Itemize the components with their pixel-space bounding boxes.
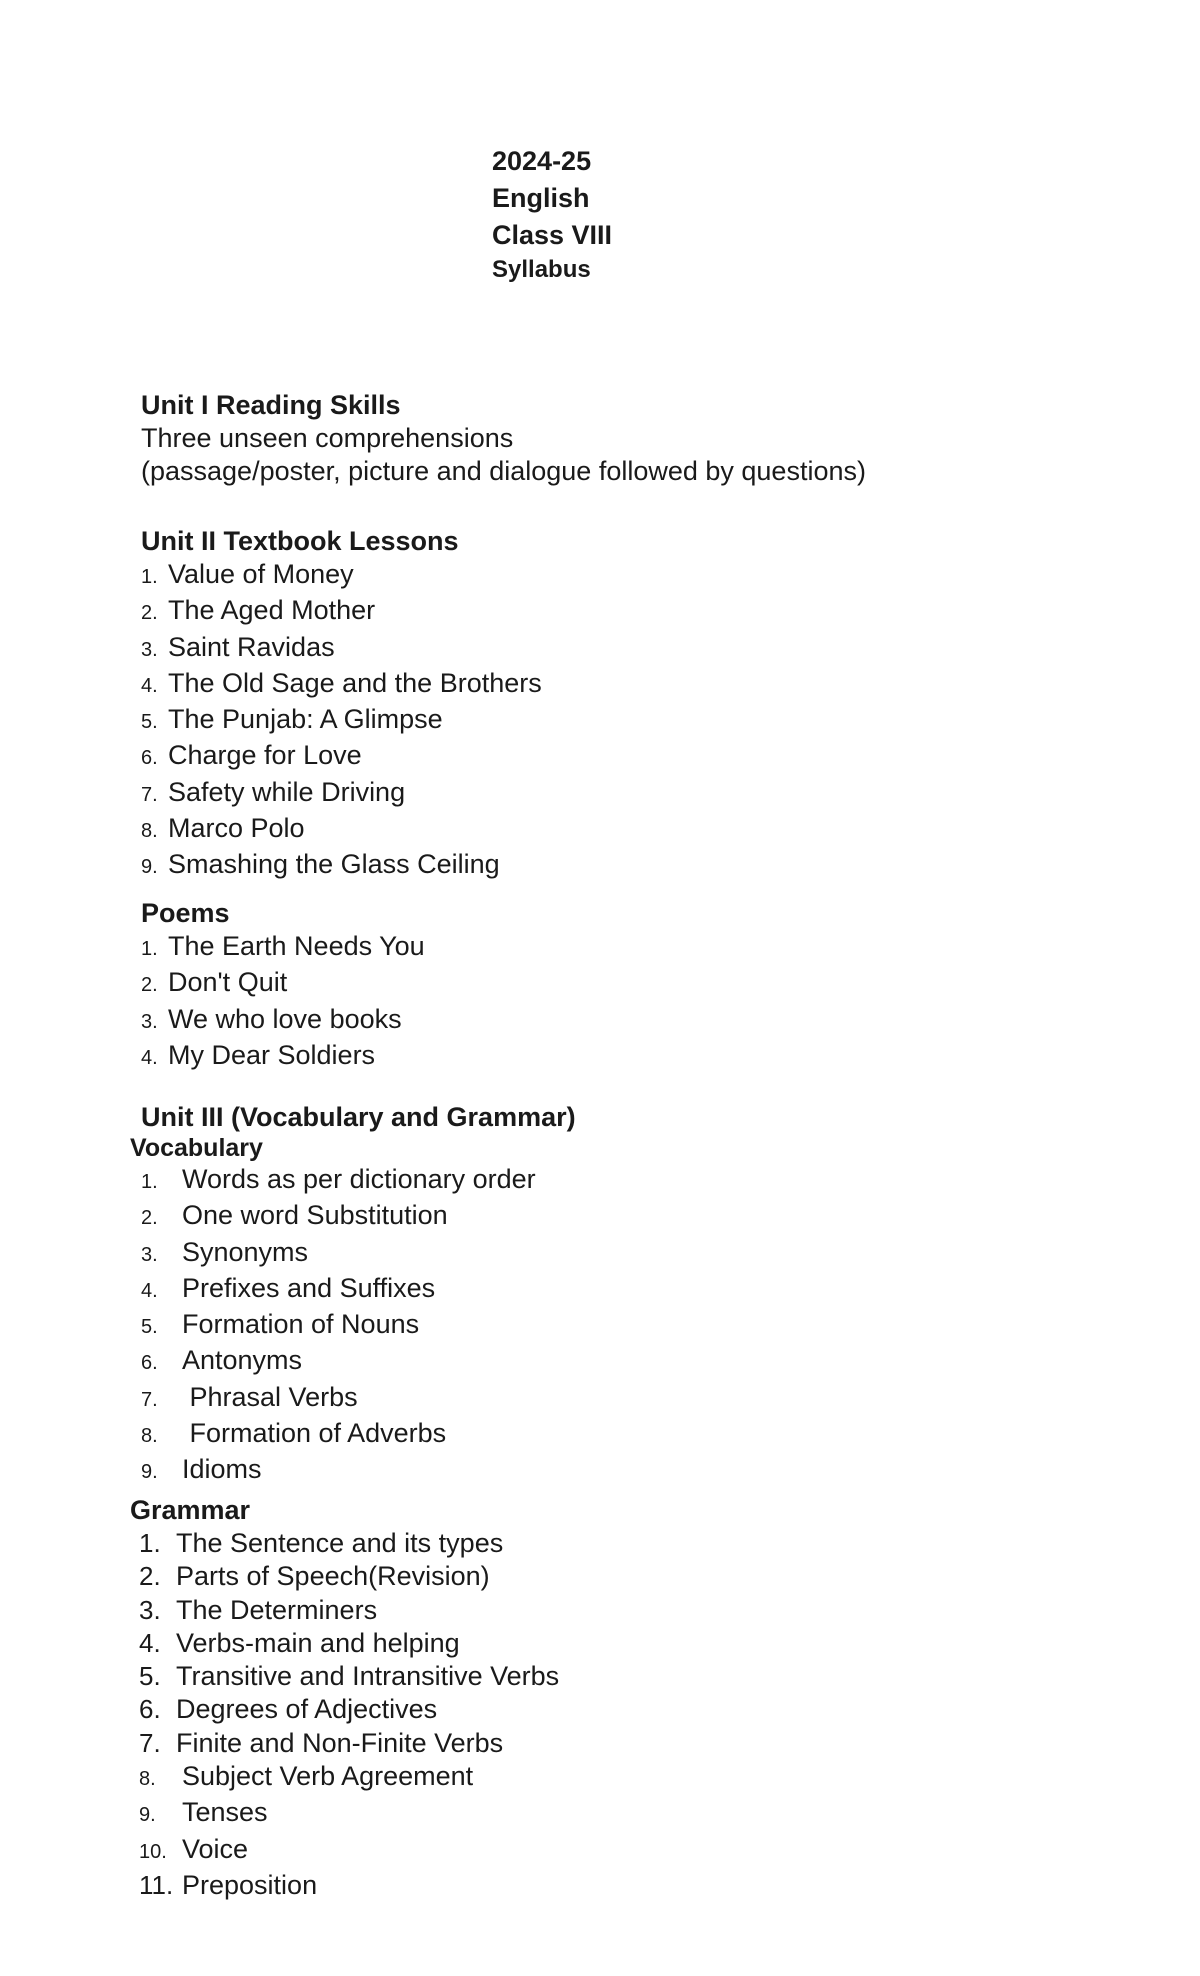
list-text: Marco Polo <box>168 813 305 844</box>
list-number: 6. <box>141 1352 158 1375</box>
list-text: The Earth Needs You <box>168 931 425 961</box>
list-text: Antonyms <box>182 1345 303 1376</box>
unit2-heading: Unit II Textbook Lessons <box>141 526 459 556</box>
list-item <box>141 1236 536 1272</box>
list-text: Safety while Driving <box>168 776 406 807</box>
list-item <box>141 930 425 966</box>
list-item <box>139 1833 559 1869</box>
poems-heading: Poems <box>141 898 230 928</box>
list-number: 7. <box>141 783 158 806</box>
list-text: The Sentence and its types <box>176 1528 504 1558</box>
list-number: 9. <box>141 856 158 879</box>
list-text: Prefixes and Suffixes <box>182 1272 436 1303</box>
list-item <box>139 1796 559 1832</box>
list-item <box>141 703 542 739</box>
poems-section <box>141 896 425 1075</box>
list-item <box>141 966 425 1002</box>
list-number: 1. <box>139 1528 161 1558</box>
list-number: 4. <box>141 1279 158 1302</box>
list-number: 2. <box>139 1561 161 1592</box>
list-text: Synonyms <box>182 1236 309 1267</box>
list-text: Value of Money <box>168 559 354 589</box>
list-number: 4. <box>141 674 158 697</box>
list-text: Phrasal Verbs <box>182 1381 358 1412</box>
list-item <box>141 1272 536 1308</box>
list-item <box>141 848 542 884</box>
list-text: Transitive and Intransitive Verbs <box>176 1661 560 1692</box>
list-item <box>141 1381 536 1417</box>
vocabulary-list <box>130 1163 536 1490</box>
syllabus-label: Syllabus <box>492 256 591 283</box>
grammar-list <box>130 1527 559 1902</box>
list-number: 1. <box>141 566 158 588</box>
list-item <box>139 1527 559 1560</box>
list-item <box>141 1417 536 1453</box>
list-item <box>141 631 542 667</box>
list-number: 3. <box>139 1594 161 1625</box>
list-number: 5. <box>141 1316 158 1339</box>
list-text: Saint Ravidas <box>168 631 335 662</box>
list-item <box>141 739 542 775</box>
list-text: Charge for Love <box>168 740 362 771</box>
unit1-line-2: (passage/poster, picture and dialogue followed by questions) <box>141 456 866 486</box>
unit1-line-1: Three unseen comprehensions <box>141 423 514 453</box>
list-text: Idioms <box>182 1454 262 1485</box>
list-item <box>139 1693 559 1726</box>
list-number: 3. <box>141 638 158 661</box>
list-item <box>141 776 542 812</box>
list-number: 8. <box>141 820 158 843</box>
list-number: 1. <box>141 938 158 960</box>
list-number: 4. <box>139 1627 161 1658</box>
list-item <box>139 1727 559 1760</box>
list-item <box>139 1627 559 1660</box>
vocabulary-section <box>130 1133 536 1490</box>
list-number: 11. <box>139 1869 174 1900</box>
textbook-lessons-list <box>141 558 542 885</box>
list-text: The Determiners <box>176 1594 378 1625</box>
list-item <box>141 1039 425 1075</box>
list-number: 9. <box>139 1804 156 1827</box>
list-number: 4. <box>141 1046 158 1069</box>
list-item <box>141 594 542 630</box>
list-item <box>141 1344 536 1380</box>
list-number: 6. <box>141 747 158 770</box>
list-text: One word Substitution <box>182 1200 448 1231</box>
grammar-heading: Grammar <box>130 1495 251 1525</box>
list-item <box>139 1869 559 1902</box>
list-item <box>141 1163 536 1199</box>
list-number: 3. <box>141 1243 158 1266</box>
list-number: 7. <box>141 1388 158 1411</box>
list-text: The Aged Mother <box>168 595 376 626</box>
list-text: Don't Quit <box>168 967 288 998</box>
list-item <box>141 1308 536 1344</box>
list-text: Tenses <box>182 1797 268 1828</box>
list-number: 8. <box>139 1768 156 1791</box>
subject-title: English <box>492 183 590 213</box>
list-number: 6. <box>139 1694 161 1725</box>
list-number: 9. <box>141 1461 158 1484</box>
vocabulary-heading: Vocabulary <box>130 1134 263 1162</box>
list-item <box>141 667 542 703</box>
unit1-section <box>141 388 866 488</box>
list-text: We who love books <box>168 1003 402 1034</box>
list-text: Formation of Adverbs <box>182 1418 447 1449</box>
list-number: 7. <box>139 1727 161 1758</box>
list-number: 1. <box>141 1171 158 1193</box>
list-text: Smashing the Glass Ceiling <box>168 849 500 880</box>
document-header <box>492 143 612 286</box>
list-text: Formation of Nouns <box>182 1309 420 1340</box>
unit3-heading: Unit III (Vocabulary and Grammar) <box>141 1102 576 1132</box>
list-text: Words as per dictionary order <box>182 1164 536 1194</box>
list-text: Verbs-main and helping <box>176 1627 460 1658</box>
list-text: Subject Verb Agreement <box>182 1761 474 1792</box>
unit2-section <box>141 524 542 885</box>
list-number: 5. <box>139 1661 161 1692</box>
list-number: 2. <box>141 1207 158 1230</box>
list-item <box>141 1003 425 1039</box>
list-number: 3. <box>141 1010 158 1033</box>
list-number: 2. <box>141 974 158 997</box>
unit1-heading: Unit I Reading Skills <box>141 390 401 420</box>
unit3-section <box>141 1100 576 1134</box>
list-text: Parts of Speech(Revision) <box>176 1561 490 1592</box>
list-text: Finite and Non-Finite Verbs <box>176 1727 504 1758</box>
list-number: 5. <box>141 711 158 734</box>
list-number: 2. <box>141 602 158 625</box>
list-item <box>141 1199 536 1235</box>
list-item <box>141 812 542 848</box>
list-number: 8. <box>141 1425 158 1448</box>
list-text: The Old Sage and the Brothers <box>168 667 542 698</box>
list-text: My Dear Soldiers <box>168 1039 376 1070</box>
poems-list <box>141 930 425 1075</box>
list-item <box>141 1453 536 1489</box>
list-text: Preposition <box>182 1869 318 1900</box>
list-text: Degrees of Adjectives <box>176 1694 438 1725</box>
list-item <box>139 1760 559 1796</box>
class-title: Class VIII <box>492 220 613 250</box>
list-item <box>139 1560 559 1593</box>
list-item <box>139 1594 559 1627</box>
list-text: Voice <box>182 1833 249 1864</box>
grammar-section <box>130 1493 559 1902</box>
list-item <box>139 1660 559 1693</box>
list-item <box>141 558 542 594</box>
session-year: 2024-25 <box>492 146 592 176</box>
list-text: The Punjab: A Glimpse <box>168 704 443 735</box>
list-number: 10. <box>139 1840 167 1863</box>
